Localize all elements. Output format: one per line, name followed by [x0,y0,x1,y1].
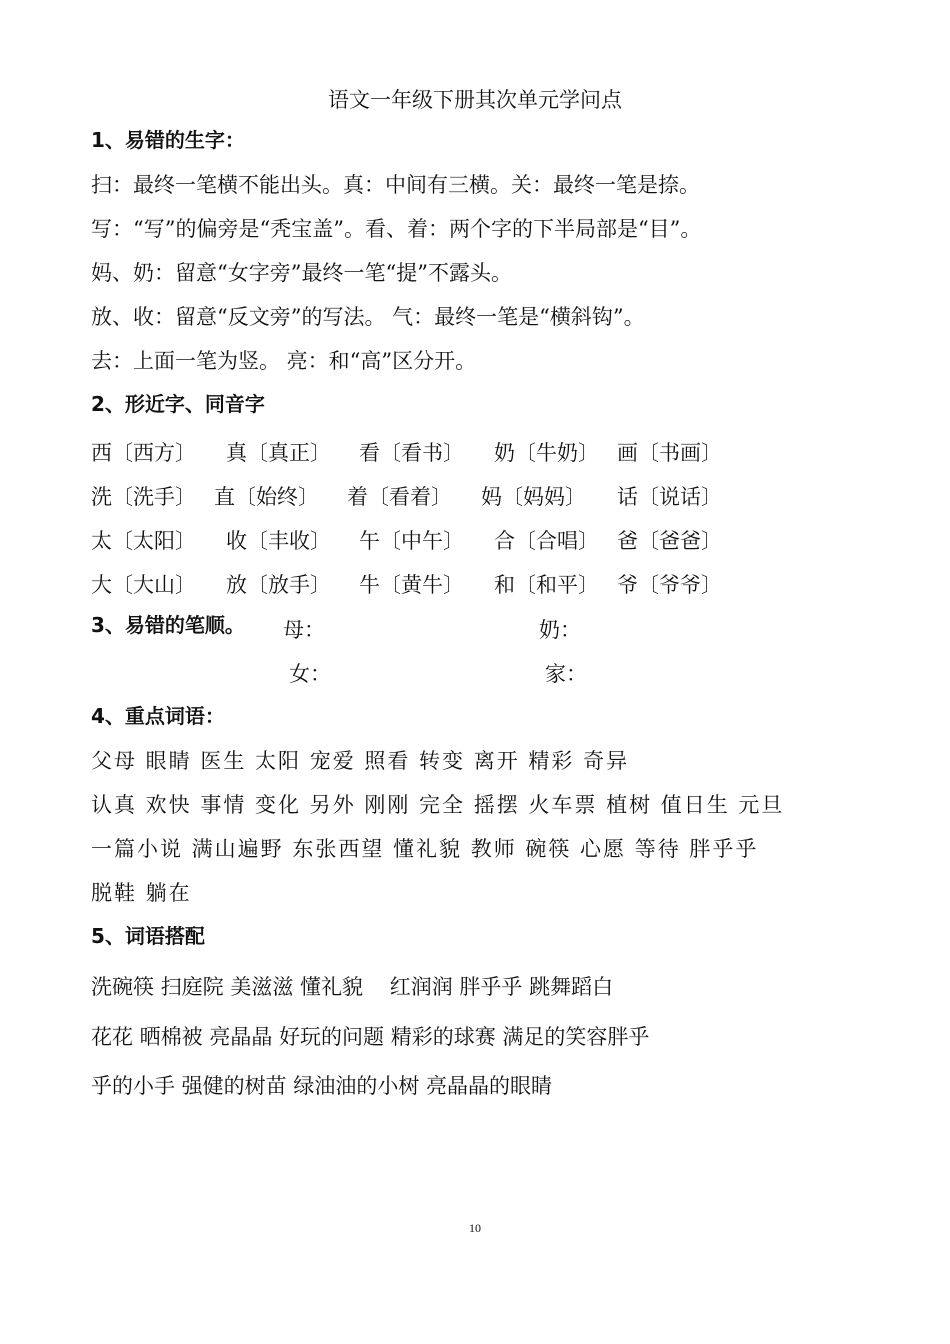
section1-line: 妈、奶：留意“女字旁”最终一笔“提”不露头。 [91,261,512,285]
char-pair: 放〔放手〕 [226,573,331,597]
stroke-order-item: 女： [289,662,331,686]
char-pair: 爷〔爷爷〕 [617,573,722,597]
page-number: 10 [469,1221,481,1235]
char-pair: 合〔合唱〕 [494,529,599,553]
char-pair: 西〔西方〕 [91,441,196,465]
vocab-line: 一篇小说 满山遍野 东张西望 懂礼貌 教师 碗筷 心愿 等待 胖乎乎 [91,837,759,861]
vocab-line: 认真 欢快 事情 变化 另外 刚刚 完全 摇摆 火车票 植树 值日生 元旦 [91,793,785,817]
char-pair: 直〔始终〕 [214,485,319,509]
stroke-order-item: 奶： [539,618,581,642]
char-pair: 爸〔爸爸〕 [617,529,722,553]
section1-line: 扫：最终一笔横不能出头。真：中间有三横。关：最终一笔是捺。 [91,173,700,197]
page-title: 语文一年级下册其次单元学问点 [328,88,622,112]
char-pair: 太〔太阳〕 [91,529,196,553]
stroke-order-item: 家： [545,662,587,686]
section3-heading: 3、易错的笔顺。 [91,613,245,637]
char-pair: 画〔书画〕 [617,441,722,465]
vocab-line: 脱鞋 躺在 [91,881,192,905]
section1-line: 放、收：留意“反文旁”的写法。 气：最终一笔是“横斜钩”。 [91,305,645,329]
char-pair: 午〔中午〕 [359,529,464,553]
collocation-line: 洗碗筷 扫庭院 美滋滋 懂礼貌 红润润 胖乎乎 跳舞蹈白 [91,975,614,999]
char-pair: 牛〔黄牛〕 [359,573,464,597]
section4-heading: 4、重点词语： [91,704,225,728]
section1-line: 写：“写”的偏旁是“秃宝盖”。看、着：两个字的下半局部是“目”。 [91,217,702,241]
collocation-line: 乎的小手 强健的树苗 绿油油的小树 亮晶晶的眼睛 [91,1074,553,1098]
section1-heading: 1、易错的生字： [91,128,245,152]
char-pair: 大〔大山〕 [91,573,196,597]
char-pair: 奶〔牛奶〕 [494,441,599,465]
stroke-order-item: 母： [283,618,325,642]
char-pair: 妈〔妈妈〕 [481,485,586,509]
char-pair: 洗〔洗手〕 [91,485,196,509]
char-pair: 收〔丰收〕 [226,529,331,553]
char-pair: 真〔真正〕 [226,441,331,465]
char-pair: 看〔看书〕 [359,441,464,465]
collocation-line: 花花 晒棉被 亮晶晶 好玩的问题 精彩的球赛 满足的笑容胖乎 [91,1025,650,1049]
char-pair: 话〔说话〕 [617,485,722,509]
section5-heading: 5、词语搭配 [91,924,205,948]
char-pair: 着〔看着〕 [347,485,452,509]
section1-line: 去：上面一笔为竖。 亮：和“高”区分开。 [91,349,477,373]
vocab-line: 父母 眼睛 医生 太阳 宠爱 照看 转变 离开 精彩 奇异 [91,749,630,773]
section2-heading: 2、形近字、同音字 [91,392,265,416]
char-pair: 和〔和平〕 [494,573,599,597]
